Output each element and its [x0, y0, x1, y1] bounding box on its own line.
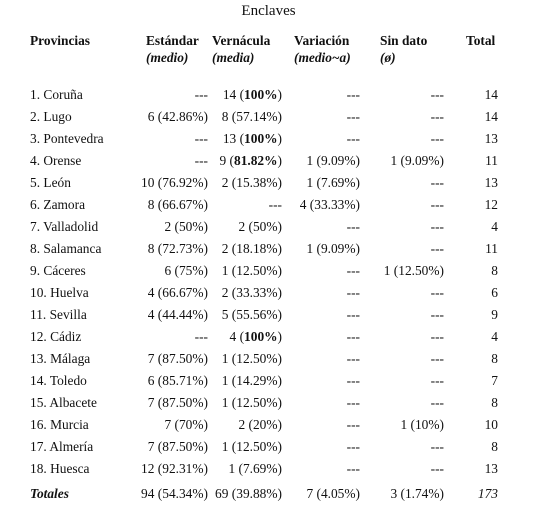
table-row	[30, 106, 498, 128]
row-sin-dato: ---	[430, 373, 444, 388]
row-total: 11	[485, 241, 498, 256]
row-sin-dato: ---	[430, 241, 444, 256]
row-vernacula: 2 (15.38%)	[221, 175, 282, 190]
row-variacion: ---	[346, 131, 360, 146]
row-total: 8	[491, 263, 498, 278]
header-vernacula	[208, 32, 282, 76]
totals-label: Totales	[30, 486, 69, 501]
row-estandar: 4 (66.67%)	[147, 285, 208, 300]
row-variacion: ---	[346, 439, 360, 454]
row-estandar: 6 (42.86%)	[147, 109, 208, 124]
row-sin-dato: ---	[430, 109, 444, 124]
row-estandar: 8 (66.67%)	[147, 197, 208, 212]
table-row	[30, 260, 498, 282]
header-sin-dato-label: Sin dato	[380, 33, 428, 48]
table-title: Enclaves	[241, 3, 296, 19]
row-variacion: ---	[346, 307, 360, 322]
row-sin-dato: 1 (12.50%)	[383, 263, 444, 278]
table-row	[30, 370, 498, 392]
row-provincia: 17. Almería	[30, 439, 94, 454]
row-sin-dato: ---	[430, 461, 444, 476]
header-provincias	[30, 32, 126, 76]
row-variacion: ---	[346, 109, 360, 124]
row-vernacula	[208, 128, 282, 150]
vernacula-percent-bold: 100%	[244, 87, 278, 102]
row-total: 8	[491, 351, 498, 366]
row-total: 7	[491, 373, 498, 388]
row-total: 13	[484, 131, 498, 146]
row-provincia: 7. Valladolid	[30, 219, 99, 234]
table-row	[30, 172, 498, 194]
table-row	[30, 84, 498, 106]
row-vernacula: 2 (18.18%)	[221, 241, 282, 256]
row-vernacula: 1 (14.29%)	[221, 373, 282, 388]
row-provincia: 13. Málaga	[30, 351, 91, 366]
table-row	[30, 392, 498, 414]
header-vernacula-label: Vernácula	[212, 33, 271, 48]
header-variacion-sub: (medio~a)	[294, 50, 351, 65]
row-vernacula: 1 (12.50%)	[221, 351, 282, 366]
row-sin-dato: ---	[430, 329, 444, 344]
vernacula-count: 9 (	[219, 153, 234, 168]
header-sin-dato-sub: (ø)	[380, 50, 396, 65]
row-provincia: 12. Cádiz	[30, 329, 82, 344]
header-estandar	[126, 32, 208, 76]
row-provincia: 2. Lugo	[30, 109, 72, 124]
row-estandar: 10 (76.92%)	[141, 175, 208, 190]
row-vernacula: 5 (55.56%)	[221, 307, 282, 322]
row-vernacula: 2 (33.33%)	[221, 285, 282, 300]
row-provincia: 16. Murcia	[30, 417, 89, 432]
row-provincia: 10. Huelva	[30, 285, 89, 300]
vernacula-percent-bold: 100%	[244, 131, 278, 146]
row-vernacula	[208, 84, 282, 106]
row-variacion: ---	[346, 351, 360, 366]
row-provincia: 6. Zamora	[30, 197, 86, 212]
row-estandar: ---	[194, 329, 208, 344]
row-provincia: 5. León	[30, 175, 71, 190]
row-sin-dato: 1 (9.09%)	[390, 153, 444, 168]
row-variacion: ---	[346, 219, 360, 234]
header-variacion-label: Variación	[294, 33, 350, 48]
vernacula-count: 4 (	[229, 329, 245, 344]
row-sin-dato: ---	[430, 395, 444, 410]
table-row	[30, 414, 498, 436]
row-sin-dato: ---	[430, 351, 444, 366]
row-sin-dato: ---	[430, 219, 444, 234]
row-sin-dato: ---	[430, 175, 444, 190]
row-variacion: ---	[346, 329, 360, 344]
table-row	[30, 128, 498, 150]
table-row	[30, 216, 498, 238]
row-total: 14	[484, 87, 498, 102]
row-sin-dato: ---	[430, 197, 444, 212]
row-sin-dato: ---	[430, 307, 444, 322]
row-variacion: 1 (9.09%)	[306, 241, 360, 256]
row-total: 8	[491, 439, 498, 454]
vernacula-close-paren: )	[277, 329, 282, 344]
row-vernacula	[208, 150, 282, 172]
row-total: 13	[484, 461, 498, 476]
row-sin-dato: ---	[430, 439, 444, 454]
vernacula-percent-bold: 100%	[244, 329, 278, 344]
row-vernacula: 1 (12.50%)	[221, 439, 282, 454]
row-provincia: 15. Albacete	[30, 395, 97, 410]
row-sin-dato: ---	[430, 87, 444, 102]
row-estandar: ---	[194, 87, 208, 102]
row-vernacula: 1 (7.69%)	[228, 461, 282, 476]
table-row	[30, 282, 498, 304]
row-estandar: ---	[194, 153, 208, 168]
row-provincia: 18. Huesca	[30, 461, 90, 476]
row-total: 6	[491, 285, 498, 300]
row-total: 9	[491, 307, 498, 322]
row-variacion: ---	[346, 395, 360, 410]
totals-sin-dato: 3 (1.74%)	[390, 486, 444, 501]
totals-estandar: 94 (54.34%)	[141, 486, 208, 501]
row-estandar: 7 (87.50%)	[147, 439, 208, 454]
row-total: 4	[491, 219, 498, 234]
row-variacion: ---	[346, 285, 360, 300]
header-provincias-label: Provincias	[30, 33, 91, 48]
header-total	[444, 32, 498, 76]
table-row	[30, 238, 498, 260]
row-vernacula: 8 (57.14%)	[221, 109, 282, 124]
vernacula-percent-bold: 81.82%	[234, 153, 278, 168]
row-estandar: 6 (85.71%)	[147, 373, 208, 388]
totals-variacion: 7 (4.05%)	[306, 486, 360, 501]
row-provincia: 8. Salamanca	[30, 241, 102, 256]
vernacula-count: 13 (	[222, 131, 245, 146]
row-sin-dato: ---	[430, 131, 444, 146]
row-sin-dato: 1 (10%)	[400, 417, 444, 432]
row-variacion: 1 (9.09%)	[306, 153, 360, 168]
vernacula-count: 14 (	[222, 87, 245, 102]
row-estandar: 7 (70%)	[164, 417, 208, 432]
row-provincia: 11. Sevilla	[30, 307, 87, 322]
row-vernacula: 2 (50%)	[238, 219, 282, 234]
table-row	[30, 194, 498, 216]
totals-total: 173	[477, 486, 498, 501]
row-provincia: 9. Cáceres	[30, 263, 86, 278]
row-variacion: 4 (33.33%)	[299, 197, 360, 212]
table-row	[30, 150, 498, 172]
row-total: 10	[484, 417, 498, 432]
row-estandar: 2 (50%)	[164, 219, 208, 234]
row-estandar: 12 (92.31%)	[141, 461, 208, 476]
table-row	[30, 326, 498, 348]
header-row	[30, 32, 498, 76]
row-estandar: 8 (72.73%)	[147, 241, 208, 256]
enclaves-table	[30, 32, 498, 502]
vernacula-close-paren: )	[277, 153, 282, 168]
row-vernacula: 1 (12.50%)	[221, 263, 282, 278]
row-total: 14	[484, 109, 498, 124]
row-provincia: 14. Toledo	[30, 373, 87, 388]
header-estandar-label: Estándar	[146, 33, 199, 48]
row-provincia: 4. Orense	[30, 153, 82, 168]
row-estandar: 6 (75%)	[164, 263, 208, 278]
table-row	[30, 436, 498, 458]
vernacula-close-paren: )	[277, 87, 282, 102]
row-vernacula	[208, 326, 282, 348]
row-variacion: ---	[346, 461, 360, 476]
row-variacion: ---	[346, 263, 360, 278]
header-sin-dato	[360, 32, 444, 76]
row-total: 12	[484, 197, 498, 212]
header-total-label: Total	[466, 33, 496, 48]
row-estandar: 7 (87.50%)	[147, 395, 208, 410]
totals-row	[30, 480, 498, 502]
table-row	[30, 348, 498, 370]
header-estandar-sub: (medio)	[146, 50, 189, 65]
row-variacion: 1 (7.69%)	[306, 175, 360, 190]
table-header	[30, 32, 498, 76]
row-vernacula: 2 (20%)	[238, 417, 282, 432]
row-total: 8	[491, 395, 498, 410]
spacer-row	[30, 76, 498, 84]
row-total: 4	[491, 329, 498, 344]
row-vernacula: ---	[268, 197, 282, 212]
row-estandar: ---	[194, 131, 208, 146]
vernacula-close-paren: )	[277, 131, 282, 146]
header-variacion	[282, 32, 360, 76]
row-estandar: 7 (87.50%)	[147, 351, 208, 366]
row-vernacula: 1 (12.50%)	[221, 395, 282, 410]
table-body	[30, 76, 498, 502]
row-estandar: 4 (44.44%)	[147, 307, 208, 322]
row-variacion: ---	[346, 87, 360, 102]
header-vernacula-sub: (media)	[212, 50, 255, 65]
row-variacion: ---	[346, 417, 360, 432]
totals-vernacula: 69 (39.88%)	[215, 486, 282, 501]
row-provincia: 1. Coruña	[30, 87, 83, 102]
row-sin-dato: ---	[430, 285, 444, 300]
row-total: 13	[484, 175, 498, 190]
row-provincia: 3. Pontevedra	[30, 131, 104, 146]
row-total: 11	[485, 153, 498, 168]
table-row	[30, 458, 498, 480]
table-row	[30, 304, 498, 326]
row-variacion: ---	[346, 373, 360, 388]
